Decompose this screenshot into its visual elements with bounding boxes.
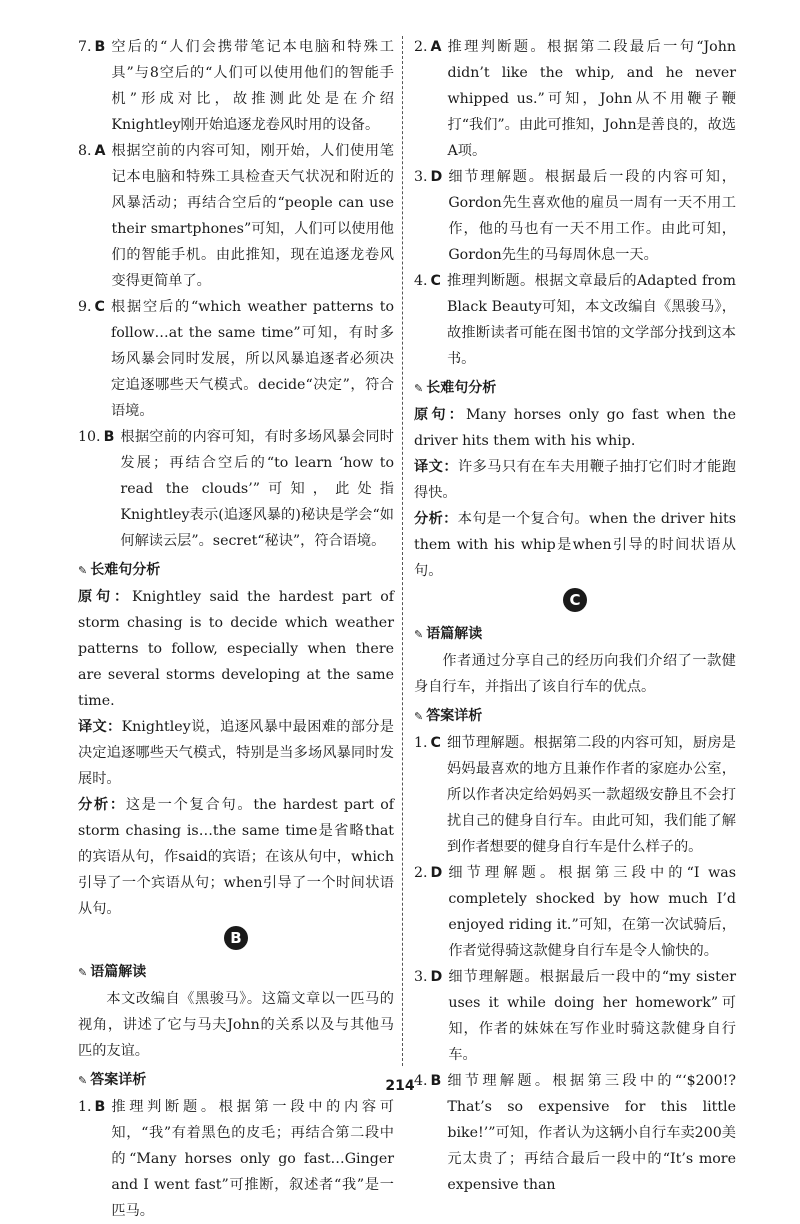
analysis: 分析：本句是一个复合句。when the driver hits them with his whip是when引导的时间状语从句。 xyxy=(414,511,736,579)
section-marker-c: C xyxy=(563,588,587,612)
reading-summary: 本文改编自《黑骏马》。这篇文章以一匹马的视角，讲述了它与马夫John的关系以及与其他马匹的友谊。 xyxy=(78,991,394,1059)
reading-heading: ✎ 语篇解读 xyxy=(414,626,483,642)
answer-explanation: 空后的“人们会携带笔记本电脑和特殊工具”与8空后的“人们可以使用他们的智能手机”形成对比，故推测此处是在介绍Knightley刚开始追逐龙卷风时用的设备。 xyxy=(111,39,394,133)
pen-arrow-icon: ✎ xyxy=(78,564,88,577)
answer-item-b4: 4. C 推理判断题。根据文章最后的Adapted from Black Beauty可知，本文改编自《黑骏马》，故推断读者可能在图书馆的文学部分找到这本书。 xyxy=(414,268,736,372)
column-divider xyxy=(402,36,403,1066)
translation: 译文：Knightley说，追逐风暴中最困难的部分是决定追逐哪些天气模式，特别是当多场风暴同时发展时。 xyxy=(78,719,394,787)
reading-summary: 作者通过分享自己的经历向我们介绍了一款健身自行车，并指出了该自行车的优点。 xyxy=(414,653,736,695)
answer-item-8: 8. A 根据空前的内容可知，刚开始，人们使用笔记本电脑和特殊工具检查天气状况和附近的风暴活动；再结合空后的“people can use their smartphones”可知，人们可以使用他们的智能手机。由此推知，现在追逐龙卷风变得更简单了。 xyxy=(78,138,394,294)
answer-explanation: 根据空前的内容可知，刚开始，人们使用笔记本电脑和特殊工具检查天气状况和附近的风暴活动；再结合空后的“people can use their smartphones”可知，人们可以使用他们的智能手机。由此推知，现在追逐龙卷风变得更简单了。 xyxy=(111,143,394,289)
pen-arrow-icon: ✎ xyxy=(414,710,424,723)
answer-explanation: 细节理解题。根据第二段的内容可知，厨房是妈妈最喜欢的地方且兼作作者的家庭办公室，所以作者决定给妈妈买一款超级安静且不会打扰自己的健身自行车。由此可知，我们能了解到作者想要的健身自行车是什么样子的。 xyxy=(446,735,736,855)
answer-item-b3: 3. D 细节理解题。根据最后一段的内容可知，Gordon先生喜欢他的雇员一周有一天不用工作，他的马也有一天不用工作。由此可知，Gordon先生的马每周休息一天。 xyxy=(414,164,736,268)
answer-letter: B xyxy=(94,1099,106,1115)
answer-item-c1: 1. C 细节理解题。根据第二段的内容可知，厨房是妈妈最喜欢的地方且兼作作者的家庭办公室，所以作者决定给妈妈买一款超级安静且不会打扰自己的健身自行车。由此可知，我们能了解到作者想要的健身自行车是什么样子的。 xyxy=(414,730,736,860)
answer-letter: B xyxy=(103,429,115,445)
answer-letter: C xyxy=(430,273,441,289)
answer-item-9: 9. C 根据空后的“which weather patterns to follow…at the same time”可知，有时多场风暴会同时发展，所以风暴追逐者必须决定追逐哪些天气模式。decide“决定”，符合语境。 xyxy=(78,294,394,424)
answer-explanation: 根据空后的“which weather patterns to follow…at the same time”可知，有时多场风暴会同时发展，所以风暴追逐者必须决定追逐哪些天气模式。decide“决定”，符合语境。 xyxy=(110,299,394,419)
answer-item-b2: 2. A 推理判断题。根据第二段最后一句“John didn’t like the whip, and he never whipped us.”可知，John从不用鞭子鞭打“我们”。由此可推知，John是善良的，故选A项。 xyxy=(414,34,736,164)
answer-explanation: 推理判断题。根据文章最后的Adapted from Black Beauty可知，本文改编自《黑骏马》，故推断读者可能在图书馆的文学部分找到这本书。 xyxy=(446,273,736,367)
pen-arrow-icon: ✎ xyxy=(78,966,88,979)
answer-letter: D xyxy=(430,969,443,985)
original-sentence: 原句：Many horses only go fast when the driver hits them with his whip. xyxy=(414,407,736,449)
answers-heading: ✎ 答案详析 xyxy=(78,1072,147,1088)
long-sentence-heading: ✎ 长难句分析 xyxy=(414,380,497,396)
answer-item-c2: 2. D 细节理解题。根据第三段中的“I was completely shocked by how much I’d enjoyed riding it.”可知，在第一次试骑后，作者觉得骑这款健身自行车是令人愉快的。 xyxy=(414,860,736,964)
right-column xyxy=(414,34,736,1198)
reading-heading: ✎ 语篇解读 xyxy=(78,964,147,980)
answer-explanation: 推理判断题。根据第一段中的内容可知，“我”有着黑色的皮毛；再结合第二段中的“Many horses only go fast…Ginger and I went fast”可推断，叙述者“我”是一匹马。 xyxy=(111,1099,394,1219)
answer-explanation: 根据空前的内容可知，有时多场风暴会同时发展；再结合空后的“to learn ‘how to read the clouds’”可知，此处指Knightley表示(追逐风暴的)秘诀是学会“如何解读云层”。secret“秘诀”，符合语境。 xyxy=(120,429,394,549)
answer-explanation: 细节理解题。根据最后一段中的“my sister uses it while doing her homework”可知，作者的妹妹在写作业时骑这款健身自行车。 xyxy=(448,969,736,1063)
pen-arrow-icon: ✎ xyxy=(78,1074,88,1087)
answer-item-b1: 1. B 推理判断题。根据第一段中的内容可知，“我”有着黑色的皮毛；再结合第二段中的“Many horses only go fast…Ginger and I went fast”可推断，叙述者“我”是一匹马。 xyxy=(78,1094,394,1224)
pen-arrow-icon: ✎ xyxy=(414,382,424,395)
pen-arrow-icon: ✎ xyxy=(414,628,424,641)
answer-item-10: 10. B 根据空前的内容可知，有时多场风暴会同时发展；再结合空后的“to learn ‘how to read the clouds’”可知，此处指Knightley表示(追逐风暴的)秘诀是学会“如何解读云层”。secret“秘诀”，符合语境。 xyxy=(78,424,394,554)
answer-explanation: 细节理解题。根据第三段中的“‘$200!? That’s so expensive for this little bike!’”可知，作者认为这辆小自行车卖200美元太贵了；再结合最后一段中的“It’s more expensive than xyxy=(447,1073,736,1193)
page-number: 214 xyxy=(385,1078,415,1094)
answer-letter: C xyxy=(94,299,105,315)
answers-heading: ✎ 答案详析 xyxy=(414,708,483,724)
answer-letter: B xyxy=(94,39,106,55)
answer-letter: A xyxy=(94,143,106,159)
answer-item-c3: 3. D 细节理解题。根据最后一段中的“my sister uses it while doing her homework”可知，作者的妹妹在写作业时骑这款健身自行车。 xyxy=(414,964,736,1068)
translation: 译文：许多马只有在车夫用鞭子抽打它们时才能跑得快。 xyxy=(414,459,736,501)
answer-explanation: 细节理解题。根据第三段中的“I was completely shocked by how much I’d enjoyed riding it.”可知，在第一次试骑后，作者觉得骑这款健身自行车是令人愉快的。 xyxy=(448,865,736,959)
answer-item-c4: 4. B 细节理解题。根据第三段中的“‘$200!? That’s so expensive for this little bike!’”可知，作者认为这辆小自行车卖200美元太贵了；再结合最后一段中的“It’s more expensive than xyxy=(414,1068,736,1198)
original-sentence: 原句：Knightley said the hardest part of storm chasing is to decide which weather patterns to follow, especially when there are several storms developing at the same time. xyxy=(78,589,394,709)
answer-letter: C xyxy=(430,735,441,751)
answer-letter: D xyxy=(430,865,443,881)
answer-letter: B xyxy=(430,1073,442,1089)
answer-letter: D xyxy=(430,169,443,185)
answer-letter: A xyxy=(430,39,442,55)
long-sentence-heading: ✎ 长难句分析 xyxy=(78,562,161,578)
section-marker-b: B xyxy=(224,926,248,950)
answer-item-7: 7. B 空后的“人们会携带笔记本电脑和特殊工具”与8空后的“人们可以使用他们的智能手机”形成对比，故推测此处是在介绍Knightley刚开始追逐龙卷风时用的设备。 xyxy=(78,34,394,138)
analysis: 分析：这是一个复合句。the hardest part of storm chasing is…the same time是省略that的宾语从句，作said的宾语；在该从句中，which引导了一个宾语从句；when引导了一个时间状语从句。 xyxy=(78,797,394,917)
left-column xyxy=(78,34,394,1224)
answer-explanation: 细节理解题。根据最后一段的内容可知，Gordon先生喜欢他的雇员一周有一天不用工作，他的马也有一天不用工作。由此可知，Gordon先生的马每周休息一天。 xyxy=(448,169,736,263)
answer-explanation: 推理判断题。根据第二段最后一句“John didn’t like the whip, and he never whipped us.”可知，John从不用鞭子鞭打“我们”。由此可推知，John是善良的，故选A项。 xyxy=(447,39,736,159)
